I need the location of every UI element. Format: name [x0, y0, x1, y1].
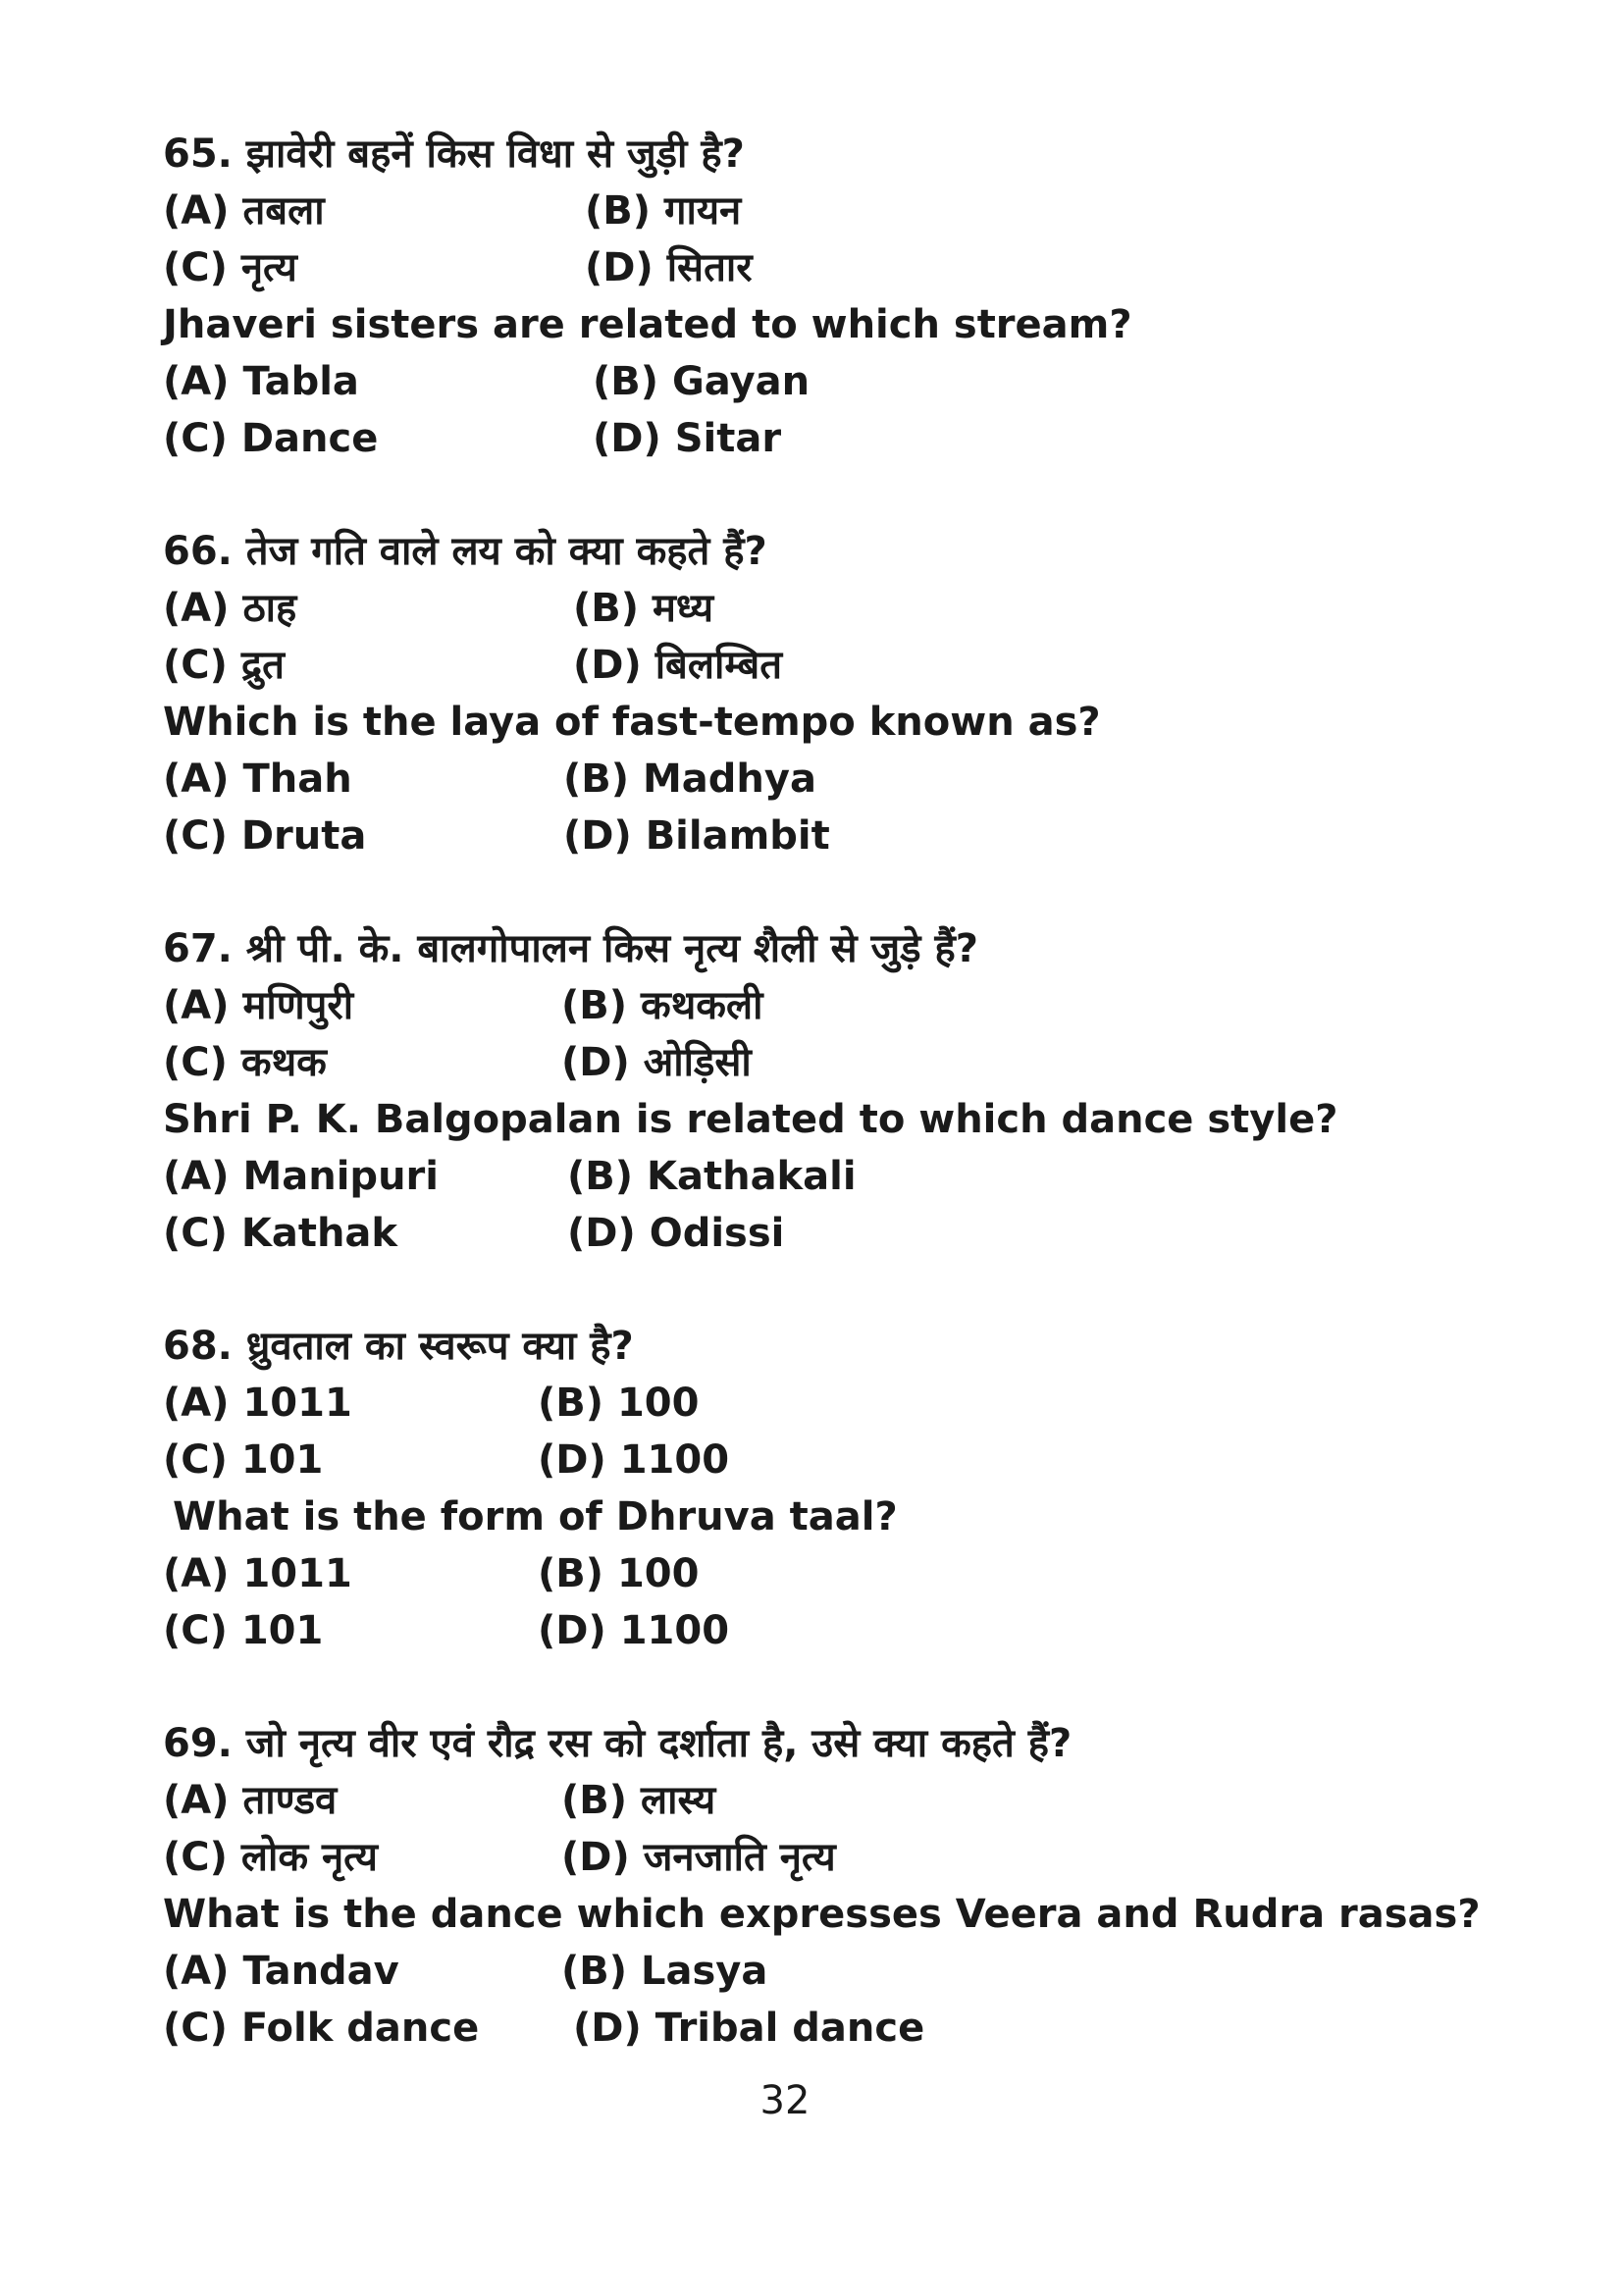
option-d: (D) Bilambit: [563, 813, 830, 859]
question-english: Shri P. K. Balgopalan is related to which dance style?: [163, 1097, 1338, 1142]
option-a: (A) Thah: [163, 757, 352, 802]
question-hindi: 66. तेज गति वाले लय को क्या कहते हैं?: [163, 529, 767, 574]
options-row: [163, 1829, 1458, 1886]
question-english: Jhaveri sisters are related to which stream?: [163, 302, 1132, 347]
options-row: [163, 1943, 1458, 2000]
option-c: (C) Druta: [163, 813, 367, 859]
question-english: What is the form of Dhruva taal?: [173, 1494, 898, 1539]
question-english: Which is the laya of fast-tempo known as?: [163, 700, 1101, 745]
options-row: [163, 751, 1458, 808]
options-row: [163, 183, 1458, 239]
options-row: [163, 808, 1458, 864]
option-d: (D) Odissi: [567, 1211, 785, 1256]
option-d: (D) 1100: [538, 1608, 730, 1653]
option-b: (B) कथकली: [561, 983, 763, 1028]
option-b: (B) Gayan: [593, 359, 811, 404]
option-b: (B) लास्य: [561, 1778, 716, 1823]
options-row: [163, 637, 1458, 694]
question-hindi: 65. झावेरी बहनें किस विधा से जुड़ी है?: [163, 131, 745, 177]
question-66: [163, 523, 1458, 864]
option-a: (A) Tandav: [163, 1949, 399, 1994]
option-d: (D) सितार: [585, 245, 753, 290]
option-d: (D) Tribal dance: [573, 2006, 925, 2051]
question-67: [163, 920, 1458, 1262]
question-hindi: 69. जो नृत्य वीर एवं रौद्र रस को दर्शाता है, उसे क्या कहते हैं?: [163, 1721, 1073, 1766]
option-d: (D) बिलम्बित: [573, 643, 783, 688]
options-row: [163, 1545, 1458, 1602]
question-hindi: 68. ध्रुवताल का स्वरूप क्या है?: [163, 1324, 634, 1369]
options-row: [163, 1034, 1458, 1091]
option-a: (A) 1011: [163, 1381, 352, 1426]
question-69: [163, 1715, 1481, 2057]
options-row: [163, 580, 1458, 637]
option-c: (C) नृत्य: [163, 245, 297, 290]
option-c: (C) द्रुत: [163, 643, 285, 688]
option-c: (C) Dance: [163, 416, 379, 461]
options-row: [163, 1602, 1458, 1659]
option-a: (A) Tabla: [163, 359, 359, 404]
option-b: (B) 100: [538, 1551, 700, 1596]
option-b: (B) 100: [538, 1381, 700, 1426]
option-b: (B) Lasya: [561, 1949, 768, 1994]
option-b: (B) गायन: [585, 188, 742, 234]
option-a: (A) तबला: [163, 188, 325, 234]
page-number: 32: [759, 2078, 811, 2123]
question-hindi: 67. श्री पी. के. बालगोपालन किस नृत्य शैली से जुड़े हैं?: [163, 926, 978, 971]
option-a: (A) मणिपुरी: [163, 983, 354, 1028]
option-a: (A) 1011: [163, 1551, 352, 1596]
option-d: (D) Sitar: [593, 416, 782, 461]
option-c: (C) Folk dance: [163, 2006, 480, 2051]
options-row: [163, 410, 1458, 467]
question-65: [163, 126, 1458, 467]
options-row: [163, 2000, 1458, 2057]
option-a: (A) ठाह: [163, 586, 297, 631]
question-68: [163, 1318, 1458, 1659]
options-row: [163, 1205, 1458, 1262]
options-row: [163, 1432, 1458, 1488]
options-row: [163, 977, 1458, 1034]
option-d: (D) ओड़िसी: [561, 1040, 752, 1085]
option-c: (C) Kathak: [163, 1211, 398, 1256]
options-row: [163, 1375, 1458, 1432]
options-row: [163, 1772, 1458, 1829]
option-c: (C) 101: [163, 1608, 324, 1653]
option-b: (B) मध्य: [573, 586, 714, 631]
option-d: (D) 1100: [538, 1437, 730, 1483]
options-row: [163, 239, 1458, 296]
option-b: (B) Kathakali: [567, 1154, 857, 1199]
option-d: (D) जनजाति नृत्य: [561, 1835, 836, 1880]
option-c: (C) लोक नृत्य: [163, 1835, 378, 1880]
option-c: (C) कथक: [163, 1040, 327, 1085]
question-english: What is the dance which expresses Veera and Rudra rasas?: [163, 1892, 1481, 1937]
option-a: (A) ताण्डव: [163, 1778, 338, 1823]
options-row: [163, 353, 1458, 410]
option-b: (B) Madhya: [563, 757, 816, 802]
option-c: (C) 101: [163, 1437, 324, 1483]
option-a: (A) Manipuri: [163, 1154, 439, 1199]
options-row: [163, 1148, 1458, 1205]
